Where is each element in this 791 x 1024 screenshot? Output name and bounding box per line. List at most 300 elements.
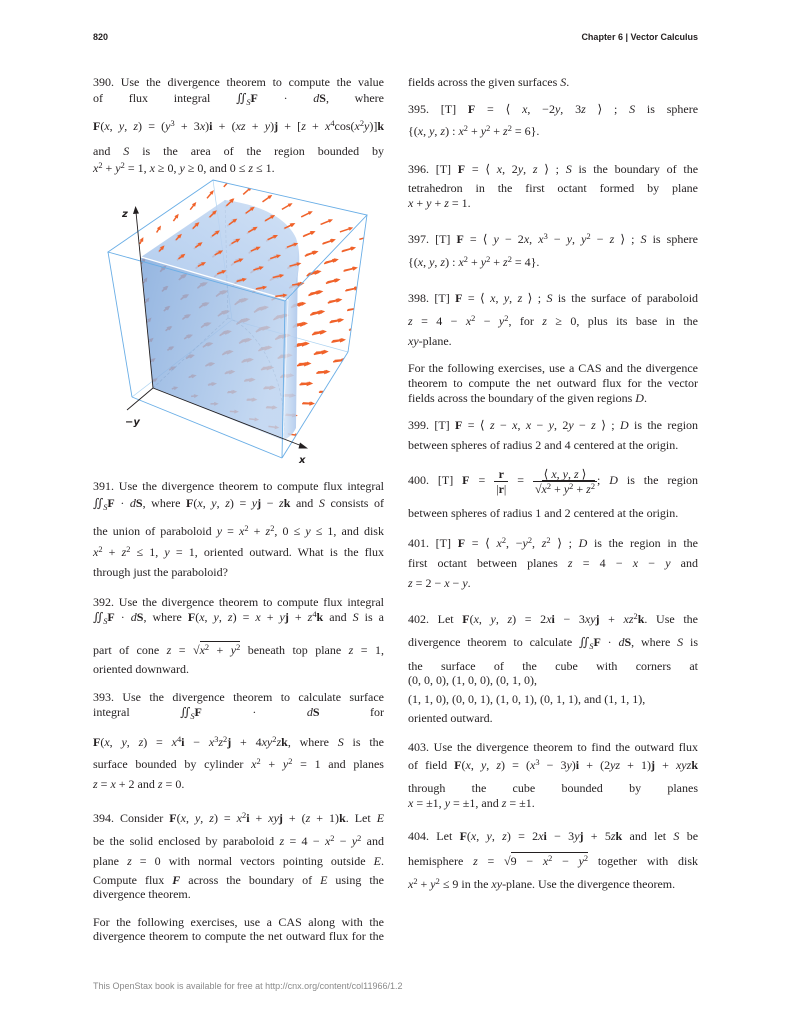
math-run: x [632,556,639,570]
fraction-unit-vector [494,467,508,496]
field-arrow-head [344,378,349,382]
math-run: i [543,829,547,843]
text-line: of flux integral $∬_SF$ · dS, where [93,91,384,108]
math-run: F [250,91,258,105]
text-line: xy-plane. [408,334,452,348]
math-run: y [498,314,505,328]
math-run: 3 [170,118,175,128]
text-line: x + y + z = 1. [408,196,471,210]
text-line: oriented outward. [408,711,493,725]
field-arrow [352,346,366,350]
math-run: z [408,314,413,328]
math-run: k [339,811,346,825]
math-run: z [489,418,495,432]
field-arrow-shaft [353,368,364,369]
field-arrow [367,315,381,319]
field-arrow [363,275,377,279]
math-run: x [538,232,544,246]
field-arrow-head [361,366,366,370]
math-run: 2 [527,535,533,545]
math-run [103,617,107,626]
math-run: xyz [675,758,692,772]
math-run: y [566,758,572,772]
math-run: 2 [590,481,595,491]
field-arrow [368,334,380,338]
math-run: F [456,232,464,246]
math-run: x [541,481,547,496]
math-run: E [320,873,328,887]
page-number: 820 [93,32,109,42]
field-arrow-head [305,342,310,346]
field-arrow-head [370,255,375,259]
math-run: S [136,610,144,624]
field-arrow [263,195,273,202]
field-arrow-head [327,390,332,394]
math-run: y [578,854,584,868]
field-arrow [320,390,333,394]
math-run: y [279,610,285,624]
text-line: x = ±1, y = ±1, and z = ±1. [408,796,535,810]
math-run: k [615,829,623,843]
math-run: y [211,496,217,510]
math-run: y [121,735,127,749]
text-line: 396. [T] F = ⟨ x, 2y, z ⟩ ; S is the boundary of the [408,162,699,176]
field-arrow-head [360,346,365,350]
math-run: z [473,854,478,868]
field-arrow-head [338,298,343,302]
math-run: y [164,545,170,559]
math-run [103,503,107,512]
math-run: i [575,758,580,772]
text-line: through the cube bounded by planes [408,781,698,795]
math-run: S [246,98,251,108]
math-run: x [197,496,203,510]
math-run: xy [261,735,273,749]
math-run: d [313,91,320,105]
field-arrow [323,239,336,244]
math-run: 2 [463,123,468,133]
math-run: 2 [486,254,491,264]
math-run: x [473,612,479,626]
field-arrow-shaft [333,340,343,341]
math-run: F [455,291,463,305]
math-run: F [186,496,194,510]
field-arrow-head [326,370,331,374]
field-arrow [306,251,318,255]
neg-y-axis-label: −y [125,417,140,428]
math-run: i [181,735,185,749]
math-run: S [123,144,130,158]
math-run: 2 [586,231,591,241]
text-line: be the solid enclosed by paraboloid $z = 4 - x^2 - y^2$ and [93,833,384,848]
math-run: x [199,119,206,133]
math-run [190,712,194,721]
math-run: 2 [244,523,249,533]
field-arrow [157,226,161,233]
math-run: x [496,536,502,550]
math-run: y [548,418,554,432]
math-run: x [490,291,496,305]
math-run: F [107,610,115,624]
math-run: 2 [546,535,551,545]
math-run: 2 [633,611,638,621]
field-arrow-head [364,386,369,390]
math-run: y [566,232,573,246]
math-run: y [486,829,492,843]
math-run: F [462,612,470,626]
math-run: i [551,612,555,626]
math-run: z [279,496,284,510]
math-run: z [138,735,144,749]
fraction-denominator: |r| [496,481,507,496]
math-run: 3 [214,734,219,744]
math-run: 2 [272,734,277,744]
text-line: theorem to compute the net outward flux for the vector [408,376,698,390]
text-line: 393. Use the divergence theorem to calculate surface [93,690,384,704]
math-run: F [455,418,463,432]
math-run: z [279,834,285,848]
math-run: $x^2 + y^2 + z^2$ [541,481,595,496]
figure-quarter-cylinder-vector-field [100,170,380,470]
math-run: x [255,610,261,624]
math-run: z [166,643,172,657]
field-arrow-head [378,334,380,338]
math-run: y [517,162,524,176]
field-arrow-shaft [336,380,346,381]
field-arrow [140,237,144,244]
math-run [172,873,180,887]
math-run: j [274,119,279,133]
math-run: d [130,610,137,624]
math-run: z [265,524,271,538]
field-arrow-head [329,410,334,414]
z-axis-label: z [122,209,128,220]
math-run: z [610,829,616,843]
math-run: y [194,811,201,825]
math-run: xy [408,334,419,348]
text-line: 390. Use the divergence theorem to compute the value [93,75,384,89]
text-line: 397. [T] F = ⟨ y − 2x, $x^3 - y$, $y^2 - z$ ⟩ ; S is sphere [408,231,698,246]
box-edge [108,252,132,397]
field-arrow-head [340,318,345,322]
math-run: z [93,777,98,791]
field-arrow-head [372,275,377,279]
math-run: x [171,735,177,749]
field-arrow [173,214,178,221]
math-run: 2 [507,254,512,264]
math-run: S [103,503,108,513]
text-line: divergence theorem to compute the net outward flux for the [93,929,384,943]
math-run: S [589,642,594,652]
field-arrow-head [345,378,350,382]
field-arrow-shaft [352,348,363,349]
math-run: y [665,556,671,570]
math-run: y [480,255,487,269]
math-run: x [408,796,414,810]
math-run: S [546,291,553,305]
field-arrow [343,247,357,251]
field-arrow-head [317,270,322,274]
text-line: part of cone $z = √x^2 + y^2$ beneath top plane z = 1, [93,642,384,657]
math-run: 2 [270,523,275,533]
field-arrow [355,386,369,390]
math-run: x [523,232,530,246]
text-line: of field F(x, y, $z) = (x^3 - 3y)i + (2yz + 1)j$ + xyzk [408,757,698,772]
text-line: $z = 4 - x^2 - y^2$, for z ≥ 0, plus its base in the [408,313,698,328]
math-run: x [354,119,360,133]
box-edge [348,215,367,352]
field-arrow-shaft [322,411,332,412]
math-run: i [246,811,250,825]
field-arrow-shaft [368,336,379,337]
math-run: k [316,610,324,624]
math-run: y [230,643,237,657]
math-run: E [373,854,381,868]
math-run: x [417,255,424,269]
text-line: between spheres of radius 2 and 4 centered at the origin. [408,438,679,452]
math-run: z [227,610,233,624]
math-run: x [93,161,99,175]
field-arrow [336,378,349,382]
text-line: 404. Let F(x, y, z) = 2xi − 3yj + 5zk and let S be [408,829,699,843]
math-run: y [179,161,185,175]
math-run: 2 [120,160,125,170]
math-run: F [459,829,467,843]
math-run: y [493,232,499,246]
math-run: x [239,524,245,538]
field-arrow-shaft [321,221,331,225]
math-run: S [560,75,567,89]
math-run: 4 [176,734,182,744]
math-run: F [107,496,115,510]
field-arrow-head [336,278,341,282]
math-run: x [496,162,503,176]
field-arrow-head [328,390,333,394]
math-run: y [115,161,121,175]
math-run: 2 [486,123,491,133]
text-line: {(x, y, z) : $x^2 + y^2 + z^2 = 6$}. [408,123,540,138]
field-arrow-shaft [363,276,374,278]
math-run: S [640,232,647,246]
text-line: surface bounded by cylinder $x^2 + y^2 = 1$ and planes [93,756,384,771]
text-line: plane z = 0 with normal vectors pointing outside E. [93,854,384,868]
math-run: x [465,758,471,772]
math-run: z [502,829,507,843]
math-run: S [312,705,320,719]
math-run: S [629,102,636,116]
math-run: y [264,119,271,133]
field-arrow-head [322,330,327,334]
text-line [408,463,698,497]
math-run: y [581,232,587,246]
math-run: y [503,291,510,305]
math-run: y [562,466,568,481]
math-run: x [149,161,155,175]
math-run: z [276,735,282,749]
text-line: oriented downward. [93,662,189,676]
field-arrow-shaft [340,228,351,232]
text-line: 398. [T] F = ⟨ x, y, z ⟩ ; S is the surface of paraboloid [408,291,699,305]
math-run: y [522,536,528,550]
math-run: 3 [543,231,548,241]
math-run: x [444,576,450,590]
math-run: z [225,496,230,510]
math-run: j [278,811,283,825]
math-run: z [307,610,313,624]
text-line: between spheres of radius 1 and 2 centered at the origin. [408,506,679,520]
math-run: x [93,545,99,559]
math-run: z [503,124,508,138]
math-run: 2 [126,544,131,554]
math-run: F [462,473,470,487]
math-run: 2 [256,756,261,766]
fraction-numerator: ⟨ x, y, z ⟩ [533,467,597,482]
field-arrow-head [310,401,315,405]
math-run: 2 [357,833,362,843]
field-arrow-head [376,315,380,319]
math-run: y [444,796,451,810]
text-line: z = 2 − x − y. [408,576,471,590]
math-run: y [490,612,496,626]
math-run: y [165,119,171,133]
field-arrow [338,398,351,402]
field-arrow [337,378,350,382]
math-run: z [133,119,139,133]
math-run: x [529,758,536,772]
text-line: 392. Use the divergence theorem to compute flux integral [93,595,384,609]
math-run: k [281,735,288,749]
math-run: y [480,758,487,772]
math-run: r [498,466,504,481]
math-run: r [498,481,504,496]
math-run: z [542,314,547,328]
math-run: 2 [583,853,589,863]
math-run: F [194,705,202,719]
field-arrow [361,255,375,259]
math-run: z [209,811,214,825]
field-arrow-shaft [353,368,364,369]
math-run: d [306,705,313,719]
text-line: divergence theorem. [93,887,191,901]
math-run: k [637,612,645,626]
math-run: y [118,119,125,133]
math-run: j [257,496,262,510]
math-run: 2 [501,535,507,545]
math-run: x [470,829,477,843]
math-run: 2 [546,481,552,491]
field-arrow-head [353,267,358,271]
field-arrow-head [359,326,364,330]
math-run: k [283,496,291,510]
field-arrow-head [319,290,324,294]
math-run: j [227,735,232,749]
math-run: 3 [535,757,540,767]
field-arrow-shaft [301,213,310,217]
field-arrow-shaft [372,376,380,377]
math-run: i [209,119,213,133]
text-line: the surface of the cube with corners at [408,659,698,673]
field-arrow [353,366,367,370]
exercise-400-prefix: 400. [T] F = [408,473,486,487]
field-arrow [303,401,315,405]
math-run: 2 [435,876,440,886]
math-run [246,98,250,107]
math-run: F [93,119,101,133]
math-run: x [104,119,110,133]
field-arrow-shaft [361,256,372,259]
math-run: z [501,796,507,810]
math-run: $9 - x^2 - y^2$ [510,853,589,868]
field-arrow [304,231,316,236]
text-line: (1, 1, 0), (0, 0, 1), (1, 0, 1), (0, 1, 1), and (1, 1, 1), [408,692,646,706]
field-arrow [353,366,367,370]
math-run: y [351,834,358,848]
math-run: xy [584,612,596,626]
math-run: S [352,610,359,624]
math-run: z [609,232,615,246]
text-line: z = x + 2 and z = 0. [93,777,185,791]
math-run: F [93,735,101,749]
text-line: integral $∬_SF$ · dS for [93,705,384,722]
math-run: xz [235,119,246,133]
field-arrow [351,347,365,351]
math-run: z [567,556,573,570]
math-run: F [169,811,177,825]
field-arrow-head [341,338,346,342]
math-run: z [218,735,224,749]
math-run: z [444,196,449,210]
fraction-position-over-norm [533,467,597,496]
math-run: x [538,829,544,843]
math-run: S [103,617,108,627]
text-line: through just the paraboloid? [93,565,228,579]
math-run: 2 [288,756,293,766]
field-arrow-shaft [365,296,376,298]
field-arrow-head [362,366,367,370]
math-run: 2 [507,123,512,133]
math-run: x [104,735,110,749]
math-run: 2 [330,833,335,843]
math-run: z [507,612,513,626]
text-line: For the following exercises, use a CAS and the divergence [408,361,698,375]
math-run: z [157,777,163,791]
field-arrow-head [302,302,307,306]
math-run: D [635,391,644,405]
field-arrow-head [307,362,312,366]
text-line: {(x, y, z) : $x^2 + y^2 + z^2 = 4$}. [408,254,540,269]
field-arrow [207,190,214,198]
z-axis-arrowhead-icon [133,206,139,214]
math-run: z [121,545,127,559]
field-arrow-head [303,322,308,326]
math-run: x [324,834,331,848]
text-line: Compute flux F across the boundary of E using the [93,873,385,887]
math-run: $x^2 + y^2$ [199,642,241,657]
math-run: y [563,481,570,496]
text-line: divergence theorem to calculate $∬_SF$ · dS, where S is [408,635,698,652]
text-line: 399. [T] F = ⟨ z − x, x − y, 2y − z ⟩ ; D is the region [408,418,699,432]
math-run: y [574,829,580,843]
math-run: z [440,255,446,269]
math-run [589,642,593,651]
math-run: yz [610,758,621,772]
math-run: S [135,496,143,510]
x-axis-arrowhead-icon [299,443,309,449]
math-run: y [305,524,311,538]
text-line: $x^2 + z^2 \le 1$, y = 1, oriented outward. What is the flux [93,544,384,559]
math-run: 2 [98,160,103,170]
field-arrow-shaft [367,316,378,318]
